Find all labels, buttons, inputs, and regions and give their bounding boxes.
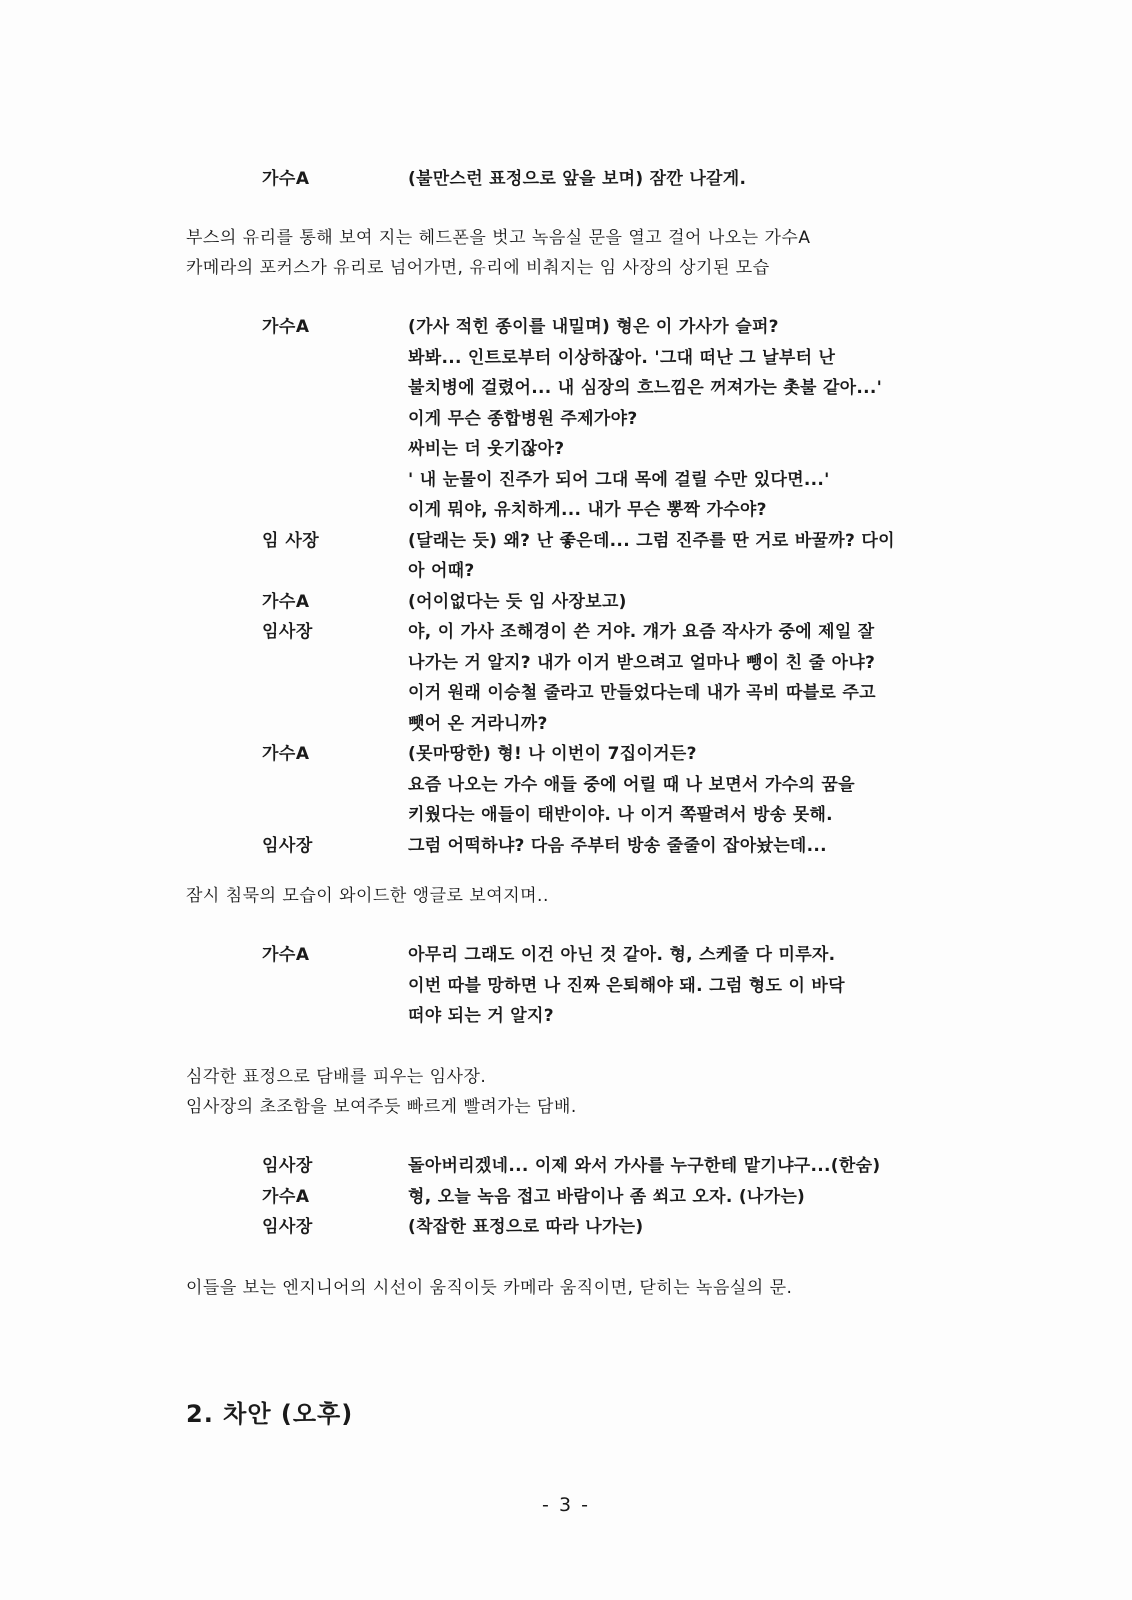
dialogue-line — [262, 831, 982, 862]
speech-text: 야, 이 가사 조해경이 쓴 거야. 걔가 요즘 작사가 중에 제일 잘 나가는 거 알지? 내가 이거 받으려고 얼마나 뺑이 친 줄 아냐? 이거 원래 이승철 줄라고 만들었다는데 내가 곡비 따블로 주고 뺏어 온 거라니까? — [408, 622, 876, 734]
speech-text: (가사 적힌 종이를 내밀며) 형은 이 가사가 슬퍼? 봐봐... 인트로부터 이상하잖아. '그대 떠난 그 날부터 난 불치병에 걸렸어... 내 심장의 흐느낌은 꺼져가는 촛불 같아...' 이게 무슨 종합병원 주제가야? 싸비는 더 웃기잖아? ' 내 눈물이 진주가 되어 그대 목에 걸릴 수만 있다면...' 이게 뭐야, 유치하게... 내가 무슨 뽕짝 가수야? — [408, 317, 883, 520]
speech-text: (어이없다는 듯 임 사장보고) — [408, 591, 627, 612]
speaker-name: 임사장 — [262, 622, 313, 642]
dialogue-block-4 — [262, 1151, 982, 1243]
speaker-name: 임사장 — [262, 1217, 313, 1237]
dialogue-line — [262, 1182, 982, 1213]
speaker-name: 가수A — [262, 317, 310, 337]
dialogue-line — [262, 587, 982, 618]
scene-heading: 2. 차안 (오후) — [186, 1400, 354, 1428]
action-1: 부스의 유리를 통해 보여 지는 헤드폰을 벗고 녹음실 문을 열고 걸어 나오는 가수A 카메라의 포커스가 유리로 넘어가면, 유리에 비춰지는 임 사장의 상기된 모습 — [186, 228, 811, 278]
speaker-name: 가수A — [262, 744, 310, 764]
dialogue-line — [262, 617, 982, 739]
speaker-name: 가수A — [262, 591, 310, 612]
speaker-name: 임사장 — [262, 1156, 313, 1176]
dialogue-line — [262, 1151, 982, 1182]
dialogue-block-3 — [262, 940, 982, 1032]
speaker-name: 가수A — [262, 945, 310, 965]
speaker-name: 가수A — [262, 1186, 310, 1207]
speech-text: 아무리 그래도 이건 아닌 것 같아. 형, 스케줄 다 미루자. 이번 따블 망하면 나 진짜 은퇴해야 돼. 그럼 형도 이 바닥 떠야 되는 거 알지? — [408, 945, 845, 1026]
speech-text: (못마땅한) 형! 나 이번이 7집이거든? 요즘 나오는 가수 애들 중에 어릴 때 나 보면서 가수의 꿈을 키웠다는 애들이 태반이야. 나 이거 쪽팔려서 방송 못해. — [408, 744, 855, 825]
speaker-name: 임사장 — [262, 835, 313, 856]
dialogue-line — [262, 739, 982, 831]
speaker-name: 임 사장 — [262, 530, 320, 551]
action-3: 심각한 표정으로 담배를 피우는 임사장. 임사장의 초조함을 보여주듯 빠르게 빨려가는 담배. — [186, 1067, 577, 1117]
dialogue-line — [262, 312, 982, 526]
speech-text: 돌아버리겠네... 이제 와서 가사를 누구한테 맡기냐구...(한숨) — [408, 1156, 881, 1176]
speech-text: (착잡한 표정으로 따라 나가는) — [408, 1217, 644, 1237]
action-4: 이들을 보는 엔지니어의 시선이 움직이듯 카메라 움직이면, 닫히는 녹음실의 문. — [186, 1278, 793, 1298]
dialogue-block-2 — [262, 312, 982, 861]
dialogue-line — [262, 940, 982, 1032]
action-2: 잠시 침묵의 모습이 와이드한 앵글로 보여지며.. — [186, 886, 549, 906]
speaker-name: 가수A — [262, 169, 310, 189]
page-number: - 3 - — [542, 1494, 590, 1516]
speech-text: (달래는 듯) 왜? 난 좋은데... 그럼 진주를 딴 거로 바꿀까? 다이 아 어때? — [408, 530, 895, 581]
speech-text: 형, 오늘 녹음 접고 바람이나 좀 쐬고 오자. (나가는) — [408, 1186, 806, 1207]
speech-text: 그럼 어떡하냐? 다음 주부터 방송 줄줄이 잡아놨는데... — [408, 835, 827, 856]
dialogue-block-1 — [262, 164, 982, 195]
dialogue-line — [262, 1212, 982, 1243]
speech-text: (불만스런 표정으로 앞을 보며) 잠깐 나갈게. — [408, 169, 747, 189]
dialogue-line — [262, 526, 982, 587]
dialogue-line — [262, 164, 982, 195]
